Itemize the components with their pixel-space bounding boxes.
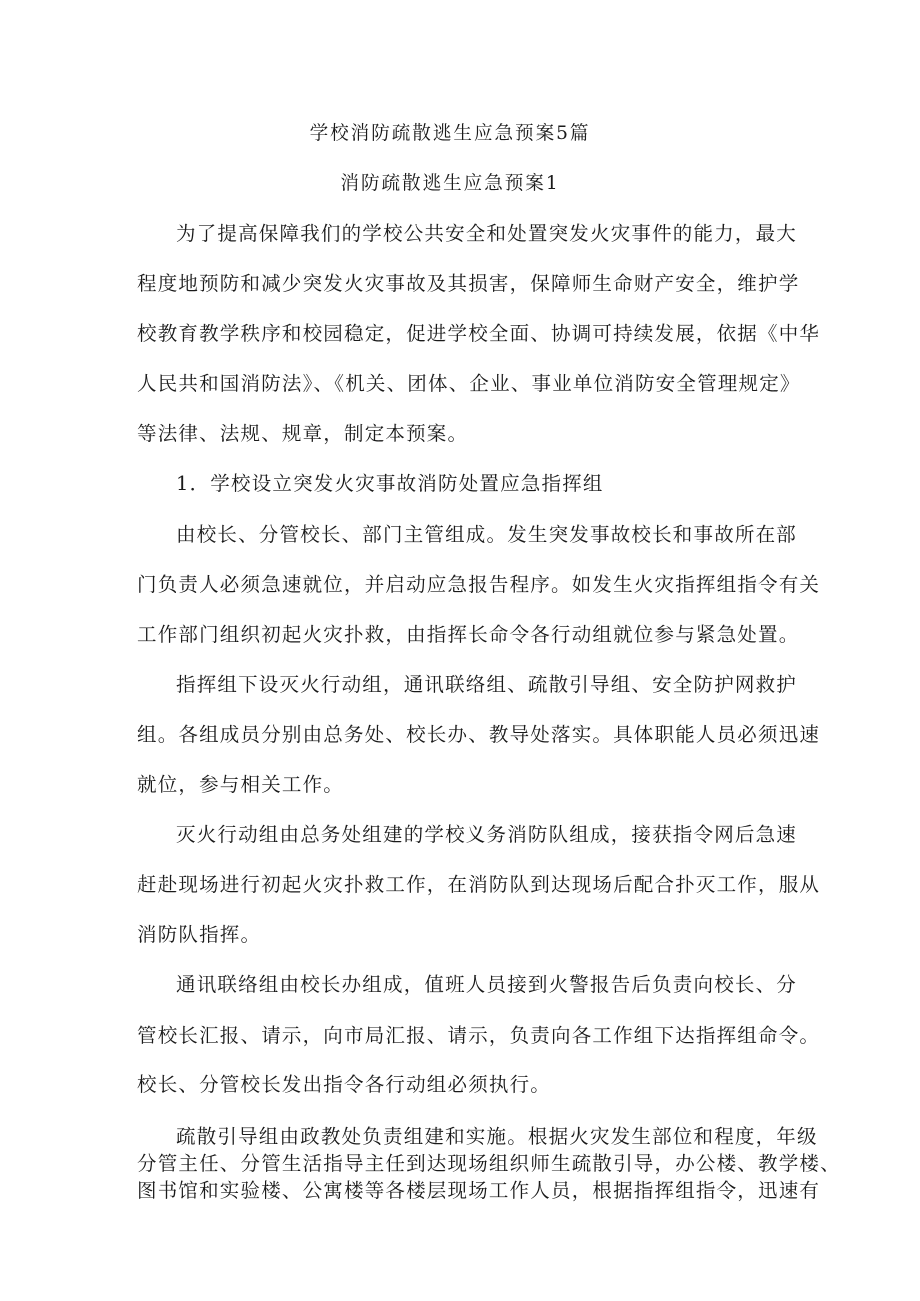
document-title: 学校消防疏散逃生应急预案5篇 — [309, 122, 591, 144]
text-line-1: 为了提高保障我们的学校公共安全和处置突发火灾事件的能力，最大 — [176, 222, 798, 245]
text-line-19: 疏散引导组由政教处负责组建和实施。根据火灾发生部位和程度，年级 — [176, 1125, 818, 1148]
text-line-5: 等法律、法规、规章，制定本预案。 — [137, 422, 469, 445]
text-line-4: 人民共和国消防法》、《机关、团体、企业、事业单位消防安全管理规定》 — [137, 372, 801, 395]
text-line-13: 灭火行动组由总务处组建的学校义务消防队组成，接获指令网后急速 — [176, 823, 798, 846]
text-line-3: 校教育教学秩序和校园稳定，促进学校全面、协调可持续发展，依据《中华 — [137, 322, 821, 345]
text-line-9: 工作部门组织初起火灾扑救，由指挥长命令各行动组就位参与紧急处置。 — [137, 623, 800, 646]
text-line-7: 由校长、分管校长、部门主管组成。发生突发事故校长和事故所在部 — [176, 523, 798, 546]
text-line-16: 通讯联络组由校长办组成，值班人员接到火警报告后负责向校长、分 — [176, 973, 798, 996]
document-subtitle: 消防疏散逃生应急预案1 — [340, 172, 560, 194]
text-line-20: 分管主任、分管生活指导主任到达现场组织师生疏散引导，办公楼、教学楼、 — [137, 1152, 841, 1175]
text-line-21: 图书馆和实验楼、公寓楼等各楼层现场工作人员，根据指挥组指令，迅速有 — [137, 1179, 821, 1202]
text-line-18: 校长、分管校长发出指令各行动组必须执行。 — [137, 1073, 552, 1096]
text-line-10: 指挥组下设灭火行动组，通讯联络组、疏散引导组、安全防护网救护 — [176, 673, 798, 696]
text-line-8: 门负责人必须急速就位，并启动应急报告程序。如发生火灾指挥组指令有关 — [137, 573, 821, 596]
text-line-15: 消防队指挥。 — [137, 923, 262, 946]
text-line-14: 赶赴现场进行初起火灾扑救工作，在消防队到达现场后配合扑灭工作，服从 — [137, 873, 821, 896]
section-heading-1: 1．学校设立突发火灾事故消防处置应急指挥组 — [176, 472, 604, 495]
text-line-11: 组。各组成员分别由总务处、校长办、教导处落实。具体职能人员必须迅速 — [137, 723, 821, 746]
text-line-2: 程度地预防和减少突发火灾事故及其损害，保障师生命财产安全，维护学 — [137, 272, 800, 295]
text-line-17: 管校长汇报、请示，向市局汇报、请示，负责向各工作组下达指挥组命令。 — [137, 1024, 821, 1047]
text-line-12: 就位，参与相关工作。 — [137, 773, 345, 796]
